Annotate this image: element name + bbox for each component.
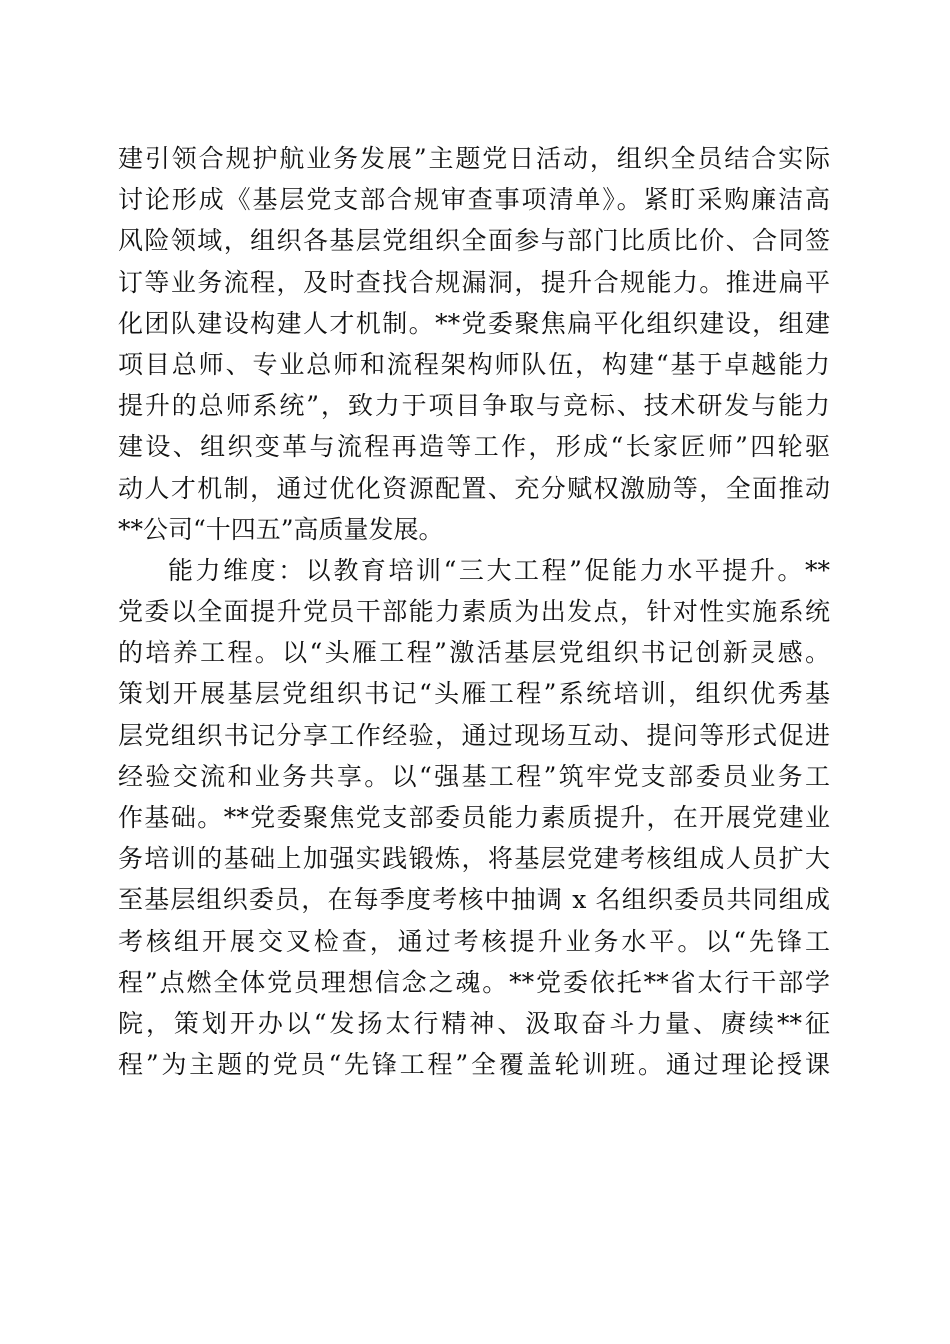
paragraph-end-line: **公司“十四五”高质量发展。 — [118, 514, 444, 544]
text-line: 讨论形成《基层党支部合规审查事项清单》。紧盯采购廉洁高 — [118, 185, 830, 215]
text-line: 策划开展基层党组织书记“头雁工程”系统培训，组织优秀基 — [118, 679, 830, 709]
text-line: 考核组开展交叉检查，通过考核提升业务水平。以“先锋工 — [118, 926, 830, 956]
paragraph-start-line: 能力维度：以教育培训“三大工程”促能力水平提升。** — [168, 555, 830, 585]
text-line: 程”点燃全体党员理想信念之魂。**党委依托**省太行干部学 — [118, 967, 830, 997]
document-body — [118, 138, 830, 1085]
text-line: 作基础。**党委聚焦党支部委员能力素质提升，在开展党建业 — [118, 803, 830, 832]
text-line: 动人才机制，通过优化资源配置、充分赋权激励等，全面推动 — [118, 473, 830, 503]
text-line: 程”为主题的党员“先锋工程”全覆盖轮训班。通过理论授课 — [118, 1050, 830, 1080]
text-line: 化团队建设构建人才机制。**党委聚焦扁平化组织建设，组建 — [118, 308, 830, 338]
text-line: 党委以全面提升党员干部能力素质为出发点，针对性实施系统 — [118, 597, 830, 627]
text-line: 风险领域，组织各基层党组织全面参与部门比质比价、合同签 — [118, 226, 830, 256]
text-line: 层党组织书记分享工作经验，通过现场互动、提问等形式促进 — [118, 720, 830, 750]
text-line: 项目总师、专业总师和流程架构师队伍，构建“基于卓越能力 — [118, 349, 830, 379]
text-line: 的培养工程。以“头雁工程”激活基层党组织书记创新灵感。 — [118, 638, 830, 668]
text-line: 院，策划开办以“发扬太行精神、汲取奋斗力量、赓续**征 — [118, 1008, 830, 1038]
text-line: 建设、组织变革与流程再造等工作，形成“长家匠师”四轮驱 — [118, 432, 830, 462]
text-line: 建引领合规护航业务发展”主题党日活动，组织全员结合实际 — [118, 144, 830, 173]
text-line: 务培训的基础上加强实践锻炼，将基层党建考核组成人员扩大 — [118, 844, 830, 874]
text-line: 提升的总师系统”，致力于项目争取与竞标、技术研发与能力 — [118, 391, 830, 421]
text-line: 订等业务流程，及时查找合规漏洞，提升合规能力。推进扁平 — [118, 267, 830, 297]
text-line: 经验交流和业务共享。以“强基工程”筑牢党支部委员业务工 — [118, 761, 830, 791]
text-line: 至基层组织委员，在每季度考核中抽调 x 名组织委员共同组成 — [118, 885, 830, 915]
